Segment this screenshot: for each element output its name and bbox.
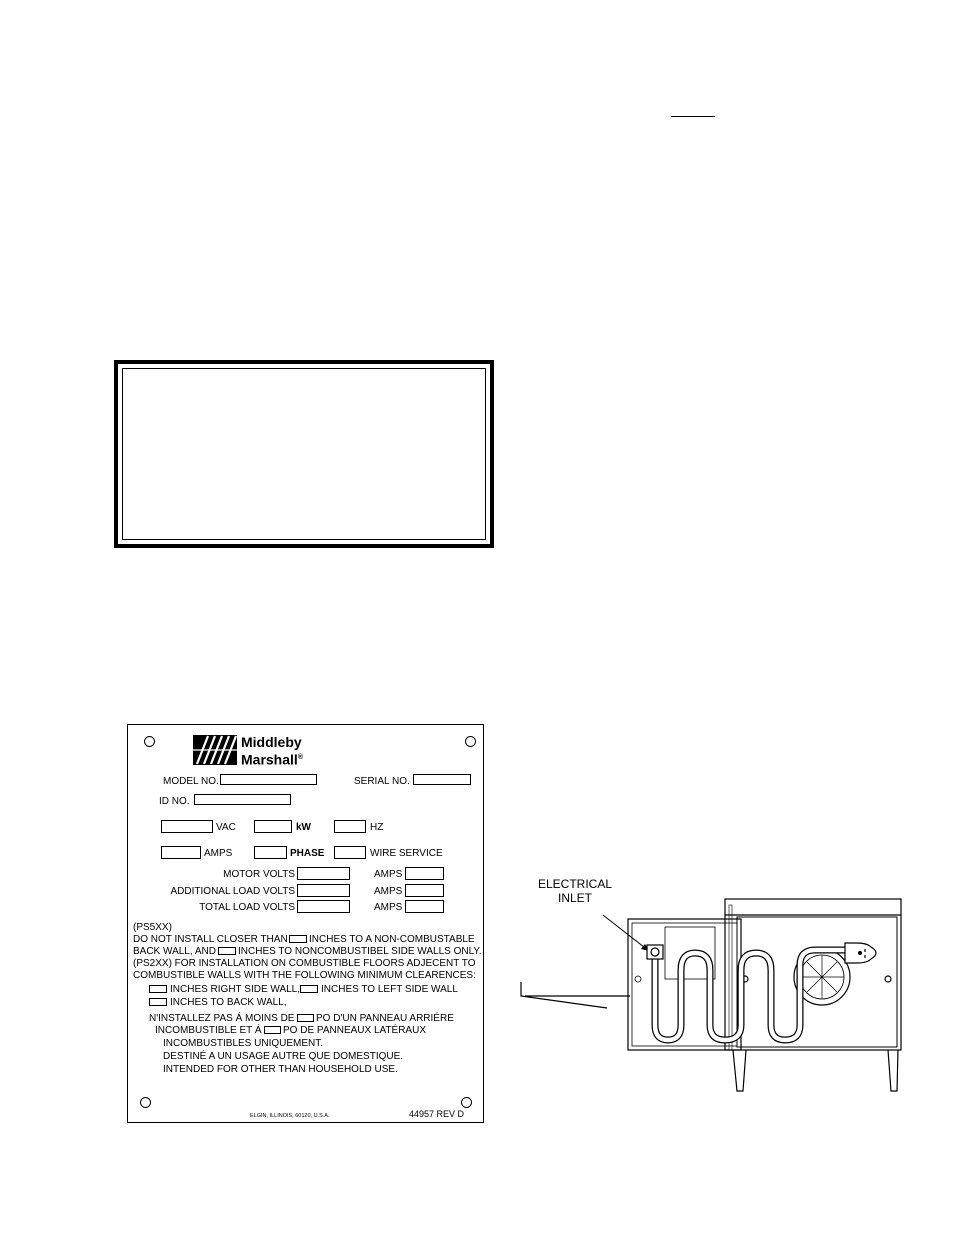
phase-field (254, 846, 287, 859)
vac-label: VAC (216, 822, 236, 833)
model-label: MODEL NO. (163, 776, 219, 787)
amps-label: AMPS (204, 848, 233, 859)
total-amps-field (405, 900, 444, 913)
french-line-2b: PO DE PANNEAUX LATÉRAUX (283, 1025, 426, 1036)
motor-volts-field (297, 867, 350, 880)
phase-label: PHASE (290, 848, 325, 859)
oven-rear-illustration (515, 895, 905, 1105)
ps5xx-label: (PS5XX) (133, 922, 172, 933)
french-line-1a: N'INSTALLEZ PAS Á MOINS DE (149, 1013, 295, 1024)
clearance-box (218, 947, 236, 955)
notice-box (114, 360, 494, 548)
additional-load-field (297, 884, 350, 897)
mounting-hole (461, 1097, 472, 1108)
clearance-line-2b: INCHES TO NONCOMBUSTIBEL SIDE WALLS ONLY. (238, 946, 482, 957)
clearance-box (149, 998, 167, 1006)
mounting-hole (144, 736, 155, 747)
part-revision: 44957 REV D (409, 1109, 465, 1119)
serial-field (413, 774, 471, 785)
clearance-line-3: (PS2XX) FOR INSTALLATION ON COMBUSTIBLE FLOORS ADJECENT TO (133, 958, 476, 969)
vac-field (161, 820, 213, 833)
additional-load-label: ADDITIONAL LOAD VOLTS (170, 886, 295, 897)
wire-field (334, 846, 366, 859)
clearance-line-4: COMBUSTIBLE WALLS WITH THE FOLLOWING MINIMUM CLEARENCES: (133, 970, 476, 981)
mounting-hole (465, 736, 476, 747)
header-rule (671, 116, 715, 117)
serial-nameplate (127, 724, 484, 1123)
clearance-box (300, 985, 318, 993)
total-amps-label: AMPS (374, 902, 403, 913)
french-line-2a: INCOMBUSTIBLE ET Á (155, 1025, 262, 1036)
clearance-line-6: INCHES TO BACK WALL, (170, 997, 287, 1008)
french-line-4: DESTINÉ A UN USAGE AUTRE QUE DOMESTIQUE. (163, 1051, 404, 1062)
mounting-hole (140, 1097, 151, 1108)
hz-field (334, 820, 366, 833)
clearance-box (289, 935, 307, 943)
electrical-inlet-callout: ELECTRICAL INLET (538, 877, 613, 905)
clearance-box (264, 1026, 281, 1034)
middleby-logo-icon (193, 735, 237, 765)
manufacturer-address: ELGIN, ILLINOIS, 60120, U.S.A. (250, 1113, 330, 1119)
clearance-line-1a: DO NOT INSTALL CLOSER THAN (133, 934, 288, 945)
motor-volts-label: MOTOR VOLTS (223, 869, 295, 880)
household-use-line: INTENDED FOR OTHER THAN HOUSEHOLD USE. (163, 1064, 398, 1075)
total-load-field (297, 900, 350, 913)
id-field (194, 794, 291, 805)
id-label: ID NO. (159, 796, 190, 807)
clearance-line-5a: INCHES RIGHT SIDE WALL, (170, 984, 301, 995)
clearance-line-5b: INCHES TO LEFT SIDE WALL (321, 984, 458, 995)
wire-service-label: WIRE SERVICE (370, 848, 443, 859)
serial-label: SERIAL NO. (354, 776, 410, 787)
total-load-label: TOTAL LOAD VOLTS (199, 902, 295, 913)
clearance-box (149, 985, 167, 993)
clearance-box (297, 1014, 314, 1022)
motor-amps-label: AMPS (374, 869, 403, 880)
kw-field (254, 820, 292, 833)
motor-amps-field (405, 867, 444, 880)
french-line-1b: PO D'UN PANNEAU ARRIÉRE (316, 1013, 454, 1024)
brand-name: Middleby Marshall® (241, 734, 303, 768)
additional-amps-label: AMPS (374, 886, 403, 897)
clearance-line-2a: BACK WALL, AND (133, 946, 216, 957)
kw-label: kW (296, 822, 311, 833)
notice-box-inner-border (122, 368, 486, 540)
hz-label: HZ (370, 822, 384, 833)
clearance-line-1b: INCHES TO A NON-COMBUSTABLE (309, 934, 475, 945)
additional-amps-field (405, 884, 444, 897)
french-line-3: INCOMBUSTIBLES UNIQUEMENT. (163, 1038, 324, 1049)
model-field (220, 774, 317, 785)
amps-field (161, 846, 201, 859)
